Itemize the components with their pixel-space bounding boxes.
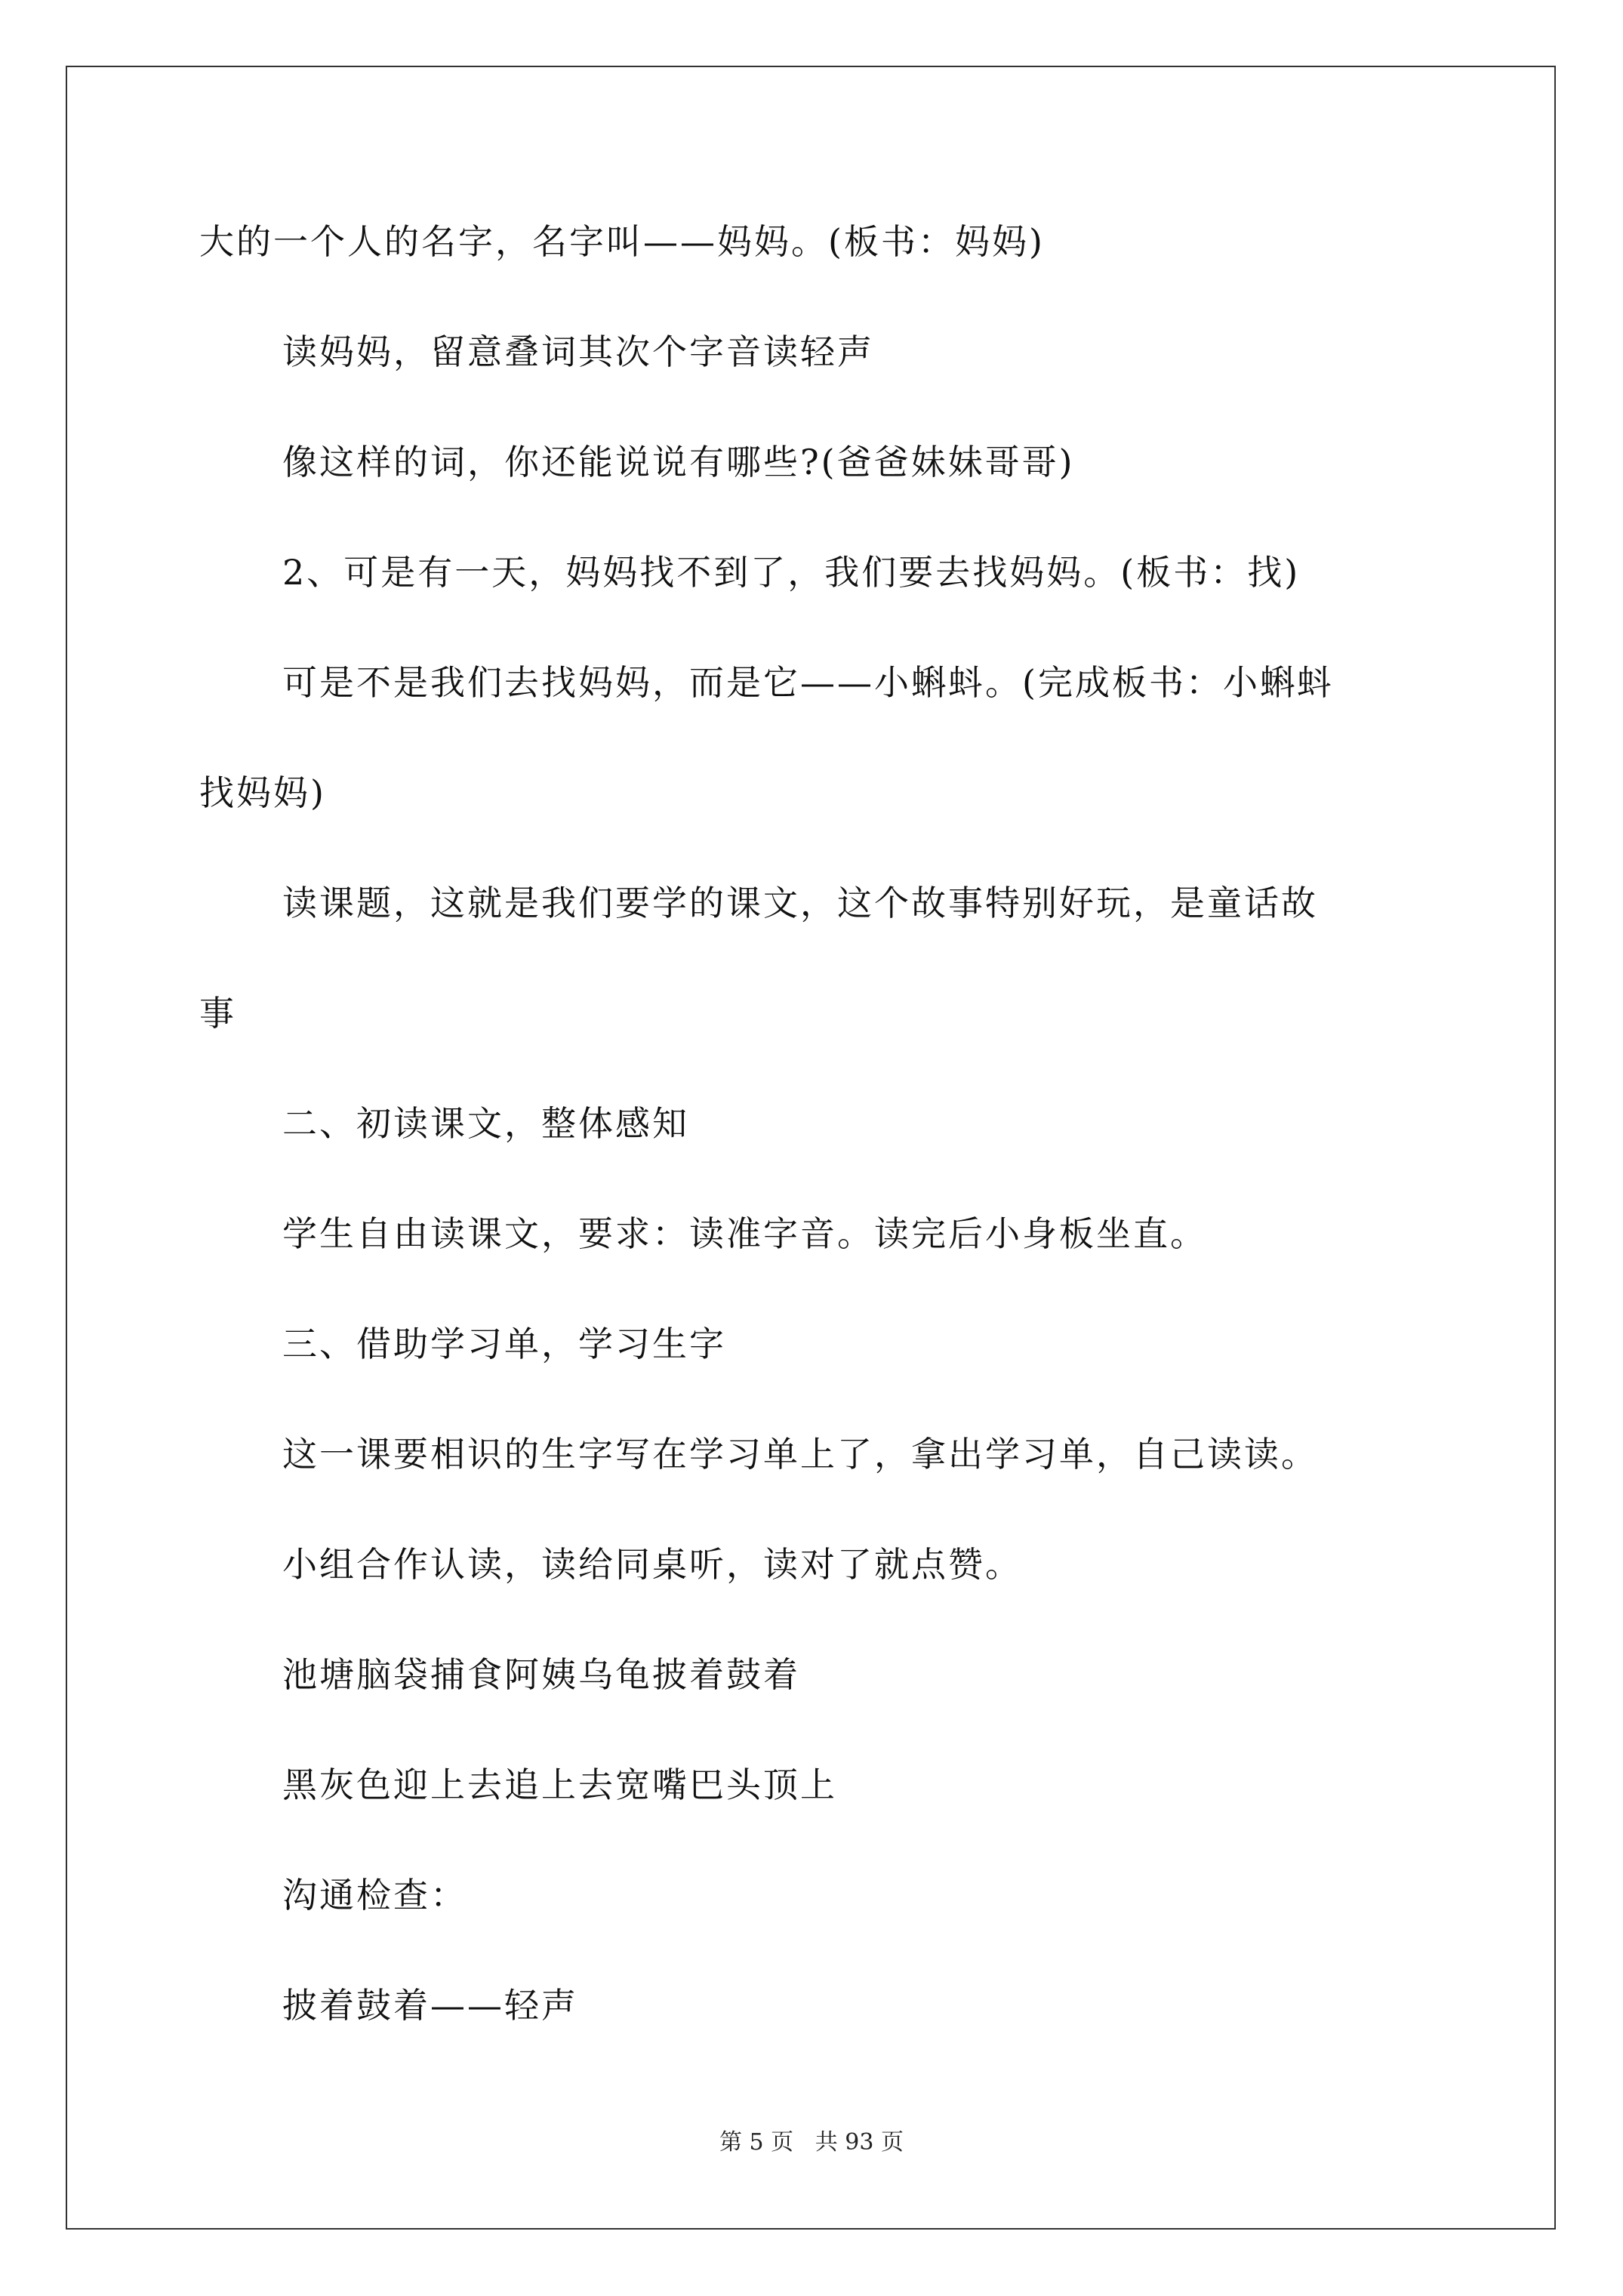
text-line-5: 可是不是我们去找妈妈，而是它——小蝌蚪。(完成板书：小蝌蚪 [282, 662, 1334, 703]
total-pages: 共 93 页 [815, 2129, 904, 2156]
text-line-3: 像这样的词，你还能说说有哪些?(爸爸妹妹哥哥) [282, 442, 1075, 482]
text-line-16: 沟通检查： [282, 1875, 467, 1915]
text-line-13: 小组合作认读，读给同桌听，读对了就点赞。 [282, 1544, 1022, 1585]
text-line-17: 披着鼓着——轻声 [282, 1985, 578, 2026]
text-line-7: 读课题，这就是我们要学的课文，这个故事特别好玩，是童话故 [282, 883, 1318, 923]
text-line-6: 找妈妈) [199, 772, 326, 813]
text-line-4: 2、可是有一天，妈妈找不到了，我们要去找妈妈。(板书：找) [282, 552, 1301, 593]
section-heading-2: 二、初读课文，整体感知 [282, 1103, 689, 1144]
text-line-2: 读妈妈，留意叠词其次个字音读轻声 [282, 331, 874, 372]
text-line-8: 事 [199, 993, 236, 1034]
text-line-12: 这一课要相识的生字写在学习单上了，拿出学习单，自己读读。 [282, 1434, 1318, 1475]
section-heading-3: 三、借助学习单，学习生字 [282, 1324, 726, 1364]
vocab-line-1: 池塘脑袋捕食阿姨乌龟披着鼓着 [282, 1654, 800, 1695]
page-number: 第 5 页 [719, 2129, 794, 2156]
vocab-line-2: 黑灰色迎上去追上去宽嘴巴头顶上 [282, 1764, 837, 1805]
text-line-1: 大的一个人的名字，名字叫——妈妈。(板书：妈妈) [199, 221, 1045, 262]
page-footer [0, 2128, 1623, 2158]
text-line-10: 学生自由读课文，要求：读准字音。读完后小身板坐直。 [282, 1213, 1207, 1254]
